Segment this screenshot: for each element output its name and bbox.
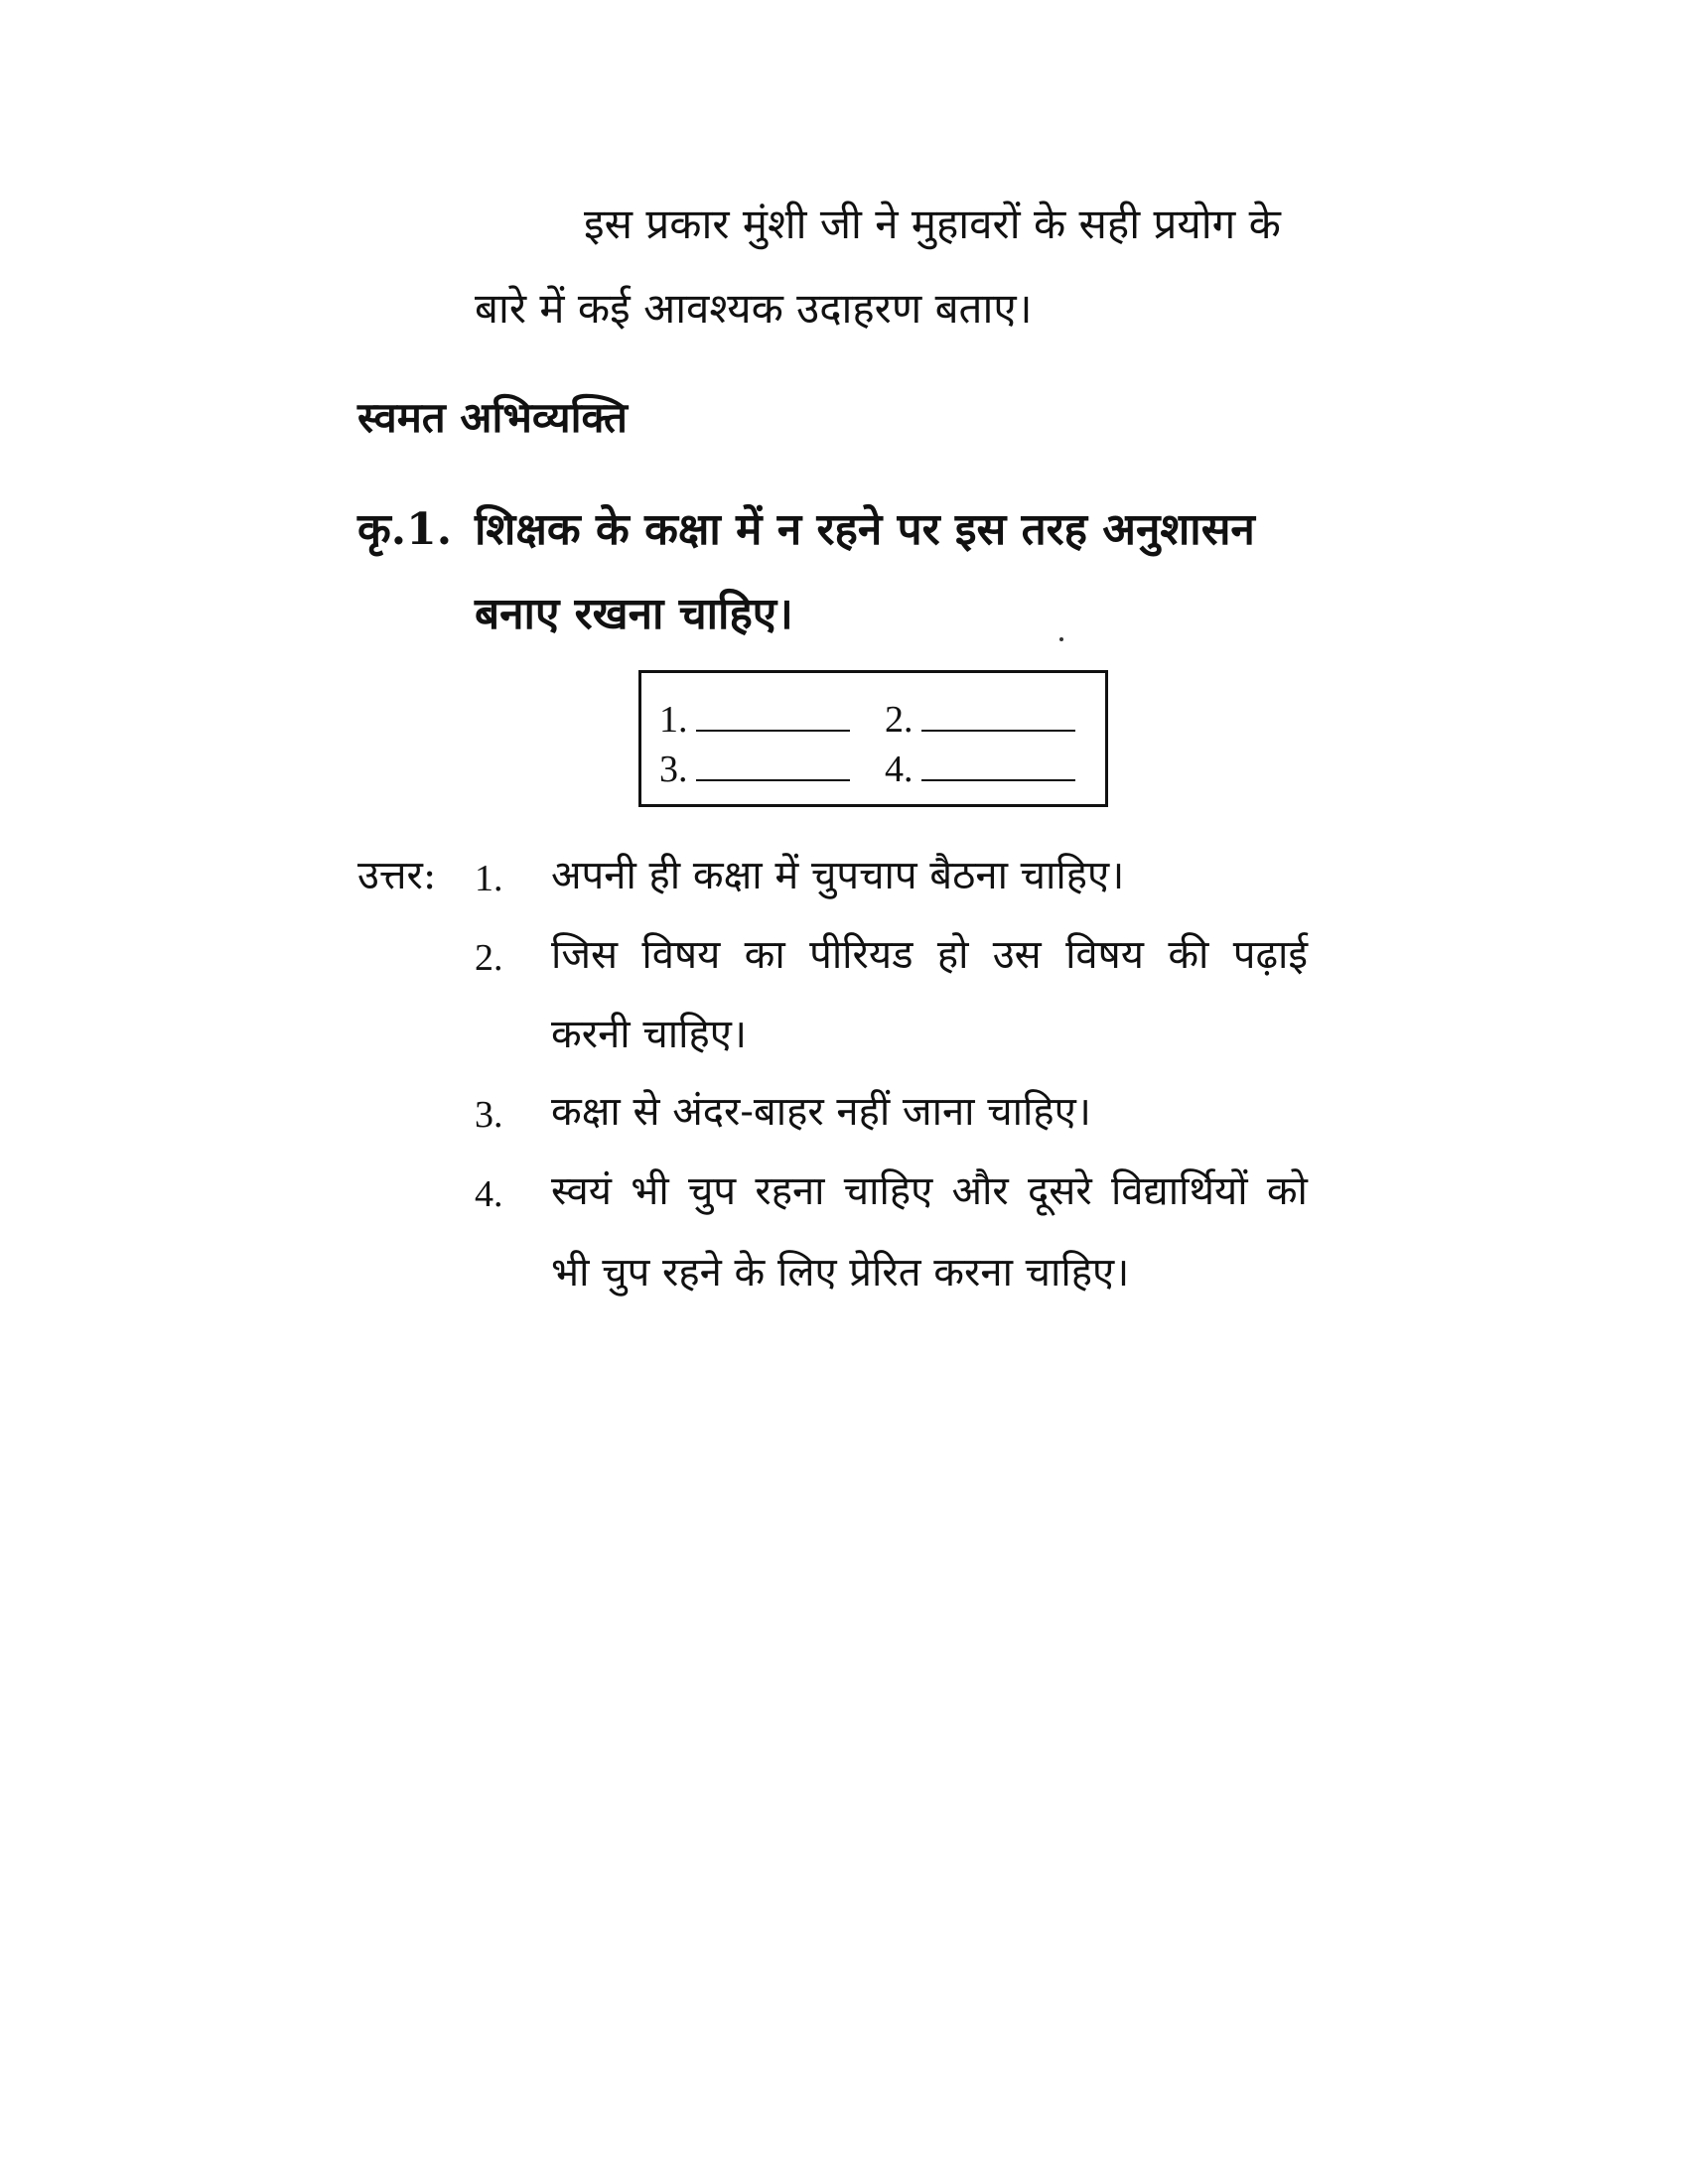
answer-word: हो bbox=[936, 932, 969, 978]
blank-number: 1. bbox=[659, 699, 688, 741]
stray-dot bbox=[1059, 637, 1063, 641]
blank-item-3 bbox=[659, 751, 850, 788]
answer-word: उस bbox=[992, 932, 1042, 978]
answer-word: और bbox=[951, 1168, 1009, 1214]
answer-word: चाहिए bbox=[843, 1168, 933, 1214]
question-line-2: बनाए रखना चाहिए। bbox=[475, 589, 793, 639]
answer-word: दूसरे bbox=[1028, 1168, 1092, 1214]
answer-word: पीरियड bbox=[809, 932, 914, 978]
answer-word: स्वयं bbox=[551, 1168, 612, 1214]
answer-word: पढ़ाई bbox=[1232, 932, 1308, 978]
intro-line-1: इस प्रकार मुंशी जी ने मुहावरों के सही प्रयोग के bbox=[584, 200, 1281, 248]
blank-item-1 bbox=[659, 701, 850, 739]
blank-line bbox=[696, 702, 850, 732]
question-line-1: शिक्षक के कक्षा में न रहने पर इस तरह अनुशासन bbox=[475, 504, 1255, 555]
answer-word: का bbox=[744, 932, 785, 978]
intro-line-2: बारे में कई आवश्यक उदाहरण बताए। bbox=[475, 284, 1033, 333]
answer-word: रहना bbox=[755, 1168, 825, 1214]
answer-text-1: अपनी ही कक्षा में चुपचाप बैठना चाहिए। bbox=[551, 853, 1125, 898]
answer-word: चुप bbox=[687, 1168, 737, 1214]
answer-number-1: 1. bbox=[475, 858, 503, 899]
blank-line bbox=[921, 751, 1075, 781]
fill-in-blank-box bbox=[638, 670, 1108, 807]
answer-word: भी bbox=[631, 1168, 669, 1214]
answer-text-3: कक्षा से अंदर-बाहर नहीं जाना चाहिए। bbox=[551, 1089, 1091, 1135]
blank-line bbox=[696, 751, 850, 781]
question-number: कृ.1. bbox=[357, 504, 453, 555]
section-heading: स्वमत अभिव्यक्ति bbox=[357, 393, 628, 442]
blank-line bbox=[921, 702, 1075, 732]
answer-number-3: 3. bbox=[475, 1094, 503, 1136]
answer-text-4-line-2: भी चुप रहने के लिए प्रेरित करना चाहिए। bbox=[551, 1250, 1130, 1296]
blank-number: 3. bbox=[659, 749, 688, 790]
blank-item-4 bbox=[885, 751, 1075, 788]
blank-number: 2. bbox=[885, 699, 914, 741]
answer-word: जिस bbox=[551, 932, 619, 978]
answer-text-2-line-2: करनी चाहिए। bbox=[551, 1012, 747, 1057]
blank-number: 4. bbox=[885, 749, 914, 790]
answer-word: को bbox=[1266, 1168, 1308, 1214]
answer-label: उत्तर: bbox=[357, 853, 437, 898]
answer-word: की bbox=[1168, 932, 1209, 978]
answer-text-2-line-1 bbox=[551, 932, 1308, 978]
blank-item-2 bbox=[885, 701, 1075, 739]
answer-word: विषय bbox=[1065, 932, 1144, 978]
answer-word: विषय bbox=[641, 932, 721, 978]
answer-number-4: 4. bbox=[475, 1173, 503, 1215]
answer-text-4-line-1 bbox=[551, 1168, 1308, 1214]
answer-number-2: 2. bbox=[475, 937, 503, 979]
answer-word: विद्यार्थियों bbox=[1110, 1168, 1248, 1214]
